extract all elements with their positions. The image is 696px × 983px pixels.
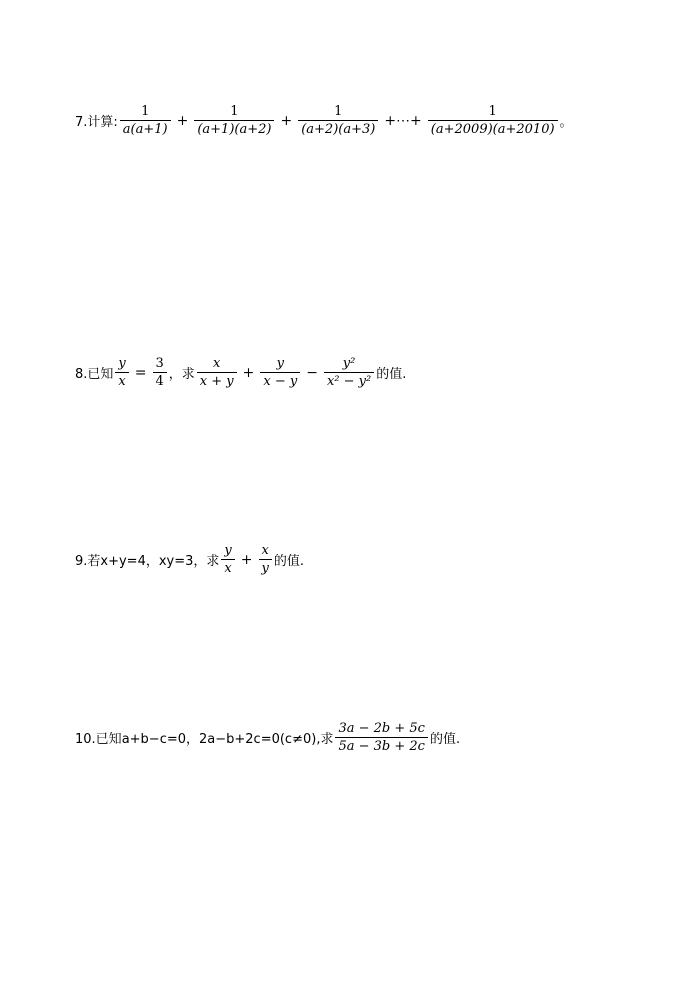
numerator: y² <box>342 356 356 371</box>
fraction <box>197 356 237 389</box>
problem-8 <box>75 356 406 389</box>
numerator: y <box>224 543 232 558</box>
problem-9-tail: 的值. <box>273 554 304 569</box>
denominator: 4 <box>153 372 167 389</box>
fraction <box>298 104 378 137</box>
numerator: y <box>276 356 284 371</box>
fraction <box>324 356 374 389</box>
problem-8-tail: 的值. <box>376 367 407 382</box>
operator: − <box>306 364 318 381</box>
numerator: 1 <box>334 104 343 119</box>
denominator: (a+2009)(a+2010) <box>428 120 558 137</box>
problem-8-label: 8.已知 <box>75 367 114 382</box>
problem-10 <box>75 721 460 754</box>
numerator: 3 <box>155 356 164 371</box>
equals-sign: = <box>134 364 147 381</box>
numerator: x <box>213 356 221 371</box>
fraction <box>335 721 427 754</box>
operator: + <box>280 112 293 129</box>
fraction <box>259 543 272 576</box>
problem-10-label: 10.已知 <box>75 732 122 747</box>
numerator: 1 <box>488 104 497 119</box>
problem-9-condition: x+y=4，xy=3，求 <box>100 554 220 569</box>
fraction <box>120 104 171 137</box>
denominator: y <box>259 559 272 576</box>
operator: +⋯+ <box>384 112 422 129</box>
problem-7 <box>75 104 573 137</box>
denominator: x + y <box>197 372 237 389</box>
numerator: 3a − 2b + 5c <box>338 721 425 736</box>
denominator: x² − y² <box>324 372 374 389</box>
denominator: x <box>221 559 234 576</box>
problem-9 <box>75 543 304 576</box>
numerator: 1 <box>141 104 150 119</box>
numerator: 1 <box>230 104 239 119</box>
denominator: x − y <box>260 372 300 389</box>
denominator: 5a − 3b + 2c <box>335 737 427 754</box>
numerator: y <box>118 356 126 371</box>
operator: + <box>240 551 253 568</box>
problem-9-label: 9.若 <box>75 554 101 569</box>
fraction <box>428 104 558 137</box>
denominator: a(a+1) <box>120 120 171 137</box>
operator: + <box>242 364 255 381</box>
problem-10-tail: 的值. <box>429 732 461 747</box>
denominator: x <box>115 372 128 389</box>
fraction <box>221 543 234 576</box>
denominator: (a+1)(a+2) <box>194 120 274 137</box>
problem-7-label: 7.计算: <box>75 115 118 130</box>
fraction <box>115 356 128 389</box>
problem-10-condition: a+b−c=0，2a−b+2c=0(c≠0),求 <box>121 732 334 747</box>
denominator: (a+2)(a+3) <box>298 120 378 137</box>
fraction <box>260 356 300 389</box>
operator: + <box>176 112 189 129</box>
problem-7-tail: 。 <box>559 115 573 130</box>
fraction <box>194 104 274 137</box>
fraction <box>153 356 167 389</box>
numerator: x <box>261 543 269 558</box>
problem-8-ask: ，求 <box>168 367 195 382</box>
